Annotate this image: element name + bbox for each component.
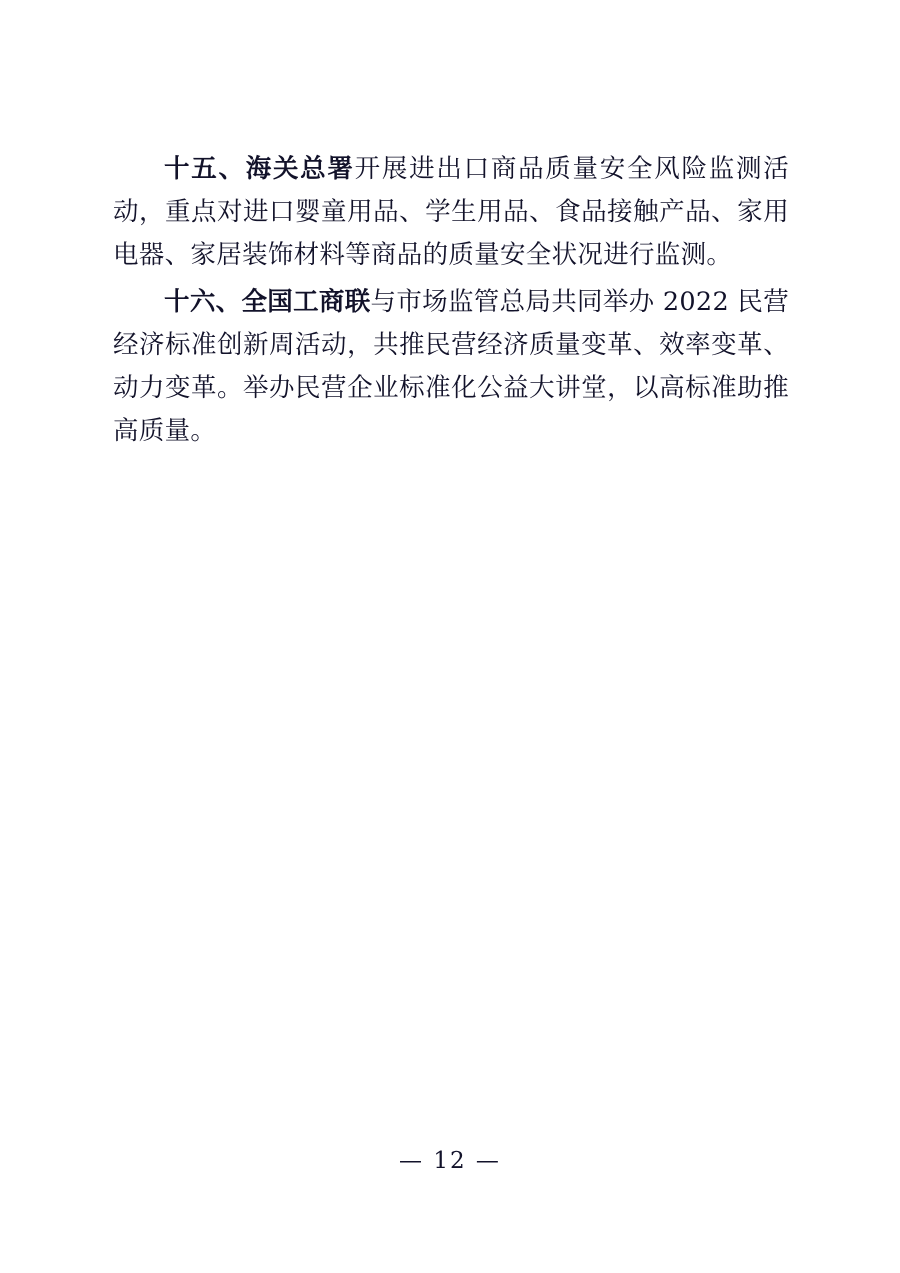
paragraph-15: [113, 148, 789, 277]
page-body: [113, 148, 789, 457]
paragraph-15-body: 开展进出口商品质量安全风险监测活动，重点对进口婴童用品、学生用品、食品接触产品、家用电器、家居装饰材料等商品的质量安全状况进行监测。: [113, 154, 789, 270]
paragraph-16: [113, 281, 789, 453]
paragraph-15-lead: 十五、海关总署: [164, 154, 355, 184]
paragraph-16-lead: 十六、全国工商联: [164, 287, 371, 317]
paragraph-16-body: 与市场监管总局共同举办 2022 民营经济标准创新周活动，共推民营经济质量变革、效率变革、动力变革。举办民营企业标准化公益大讲堂，以高标准助推高质量。: [113, 287, 790, 446]
page-number: — 12 —: [399, 1148, 501, 1174]
